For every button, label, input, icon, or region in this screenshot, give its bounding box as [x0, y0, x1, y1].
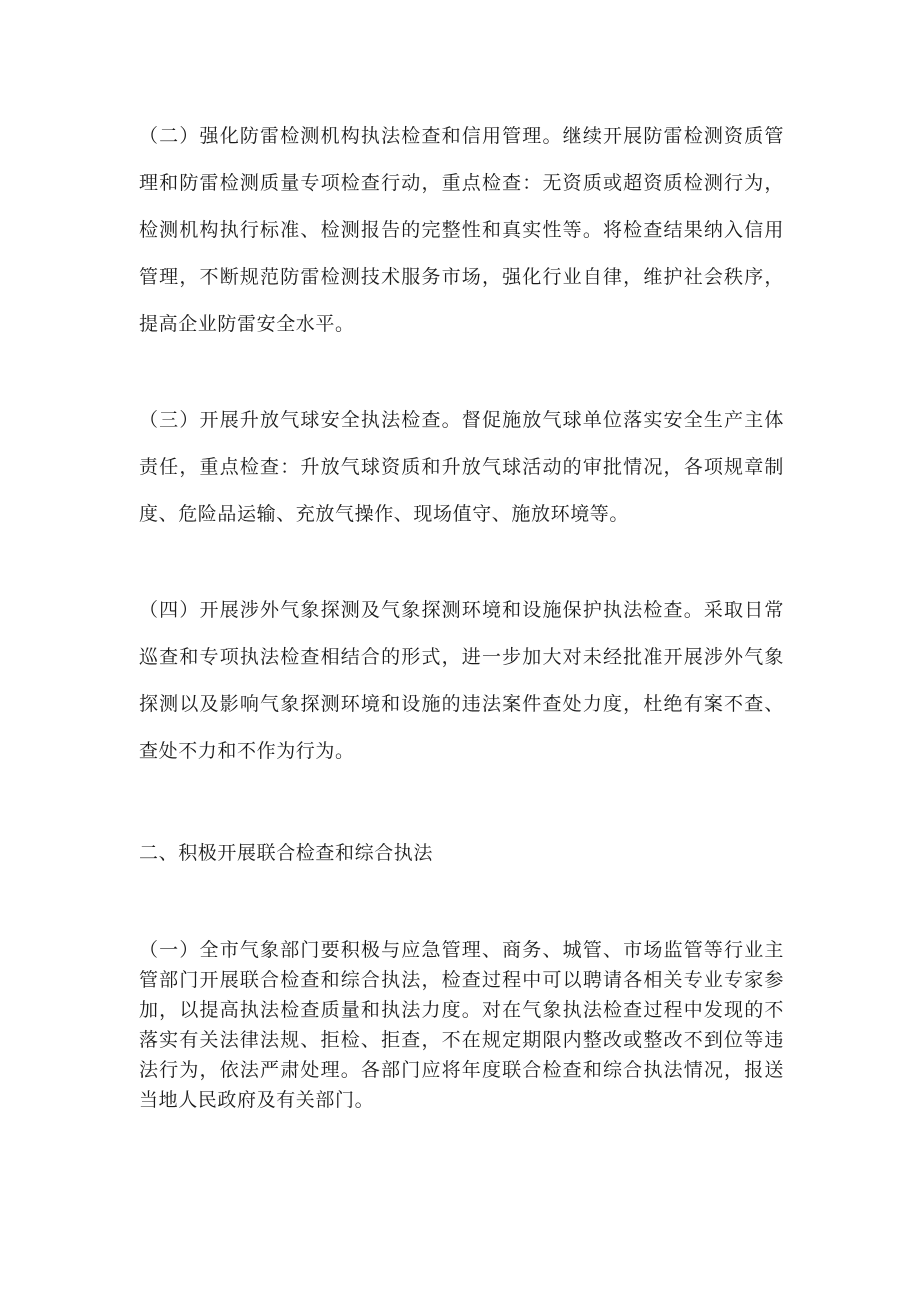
section-heading-joint-inspection: 二、积极开展联合检查和综合执法 — [139, 842, 434, 864]
paragraph-joint-enforcement: （一）全市气象部门要积极与应急管理、商务、城管、市场监管等行业主管部门开展联合检查和综合执法，检查过程中可以聘请各相关专业专家参加，以提高执法检查质量和执法力度。对在气象执法检查过程中发现的不落实有关法律法规、拒检、拒查，不在规定期限内整改或整改不到位等违法行为，依法严肃处理。各部门应将年度联合检查和综合执法情况，报送当地人民政府及有关部门。 — [139, 939, 784, 1111]
paragraph-foreign-detection-inspection: （四）开展涉外气象探测及气象探测环境和设施保护执法检查。采取日常巡查和专项执法检查相结合的形式，进一步加大对未经批准开展涉外气象探测以及影响气象探测环境和设施的违法案件查处力度，杜绝有案不查、查处不力和不作为行为。 — [139, 599, 784, 762]
paragraph-balloon-inspection: （三）开展升放气球安全执法检查。督促施放气球单位落实安全生产主体责任，重点检查：升放气球资质和升放气球活动的审批情况，各项规章制度、危险品运输、充放气操作、现场值守、施放环境等。 — [139, 409, 784, 525]
paragraph-lightning-inspection: （二）强化防雷检测机构执法检查和信用管理。继续开展防雷检测资质管理和防雷检测质量专项检查行动，重点检查：无资质或超资质检测行为，检测机构执行标准、检测报告的完整性和真实性等。将检查结果纳入信用管理，不断规范防雷检测技术服务市场，强化行业自律，维护社会秩序，提高企业防雷安全水平。 — [139, 125, 784, 335]
